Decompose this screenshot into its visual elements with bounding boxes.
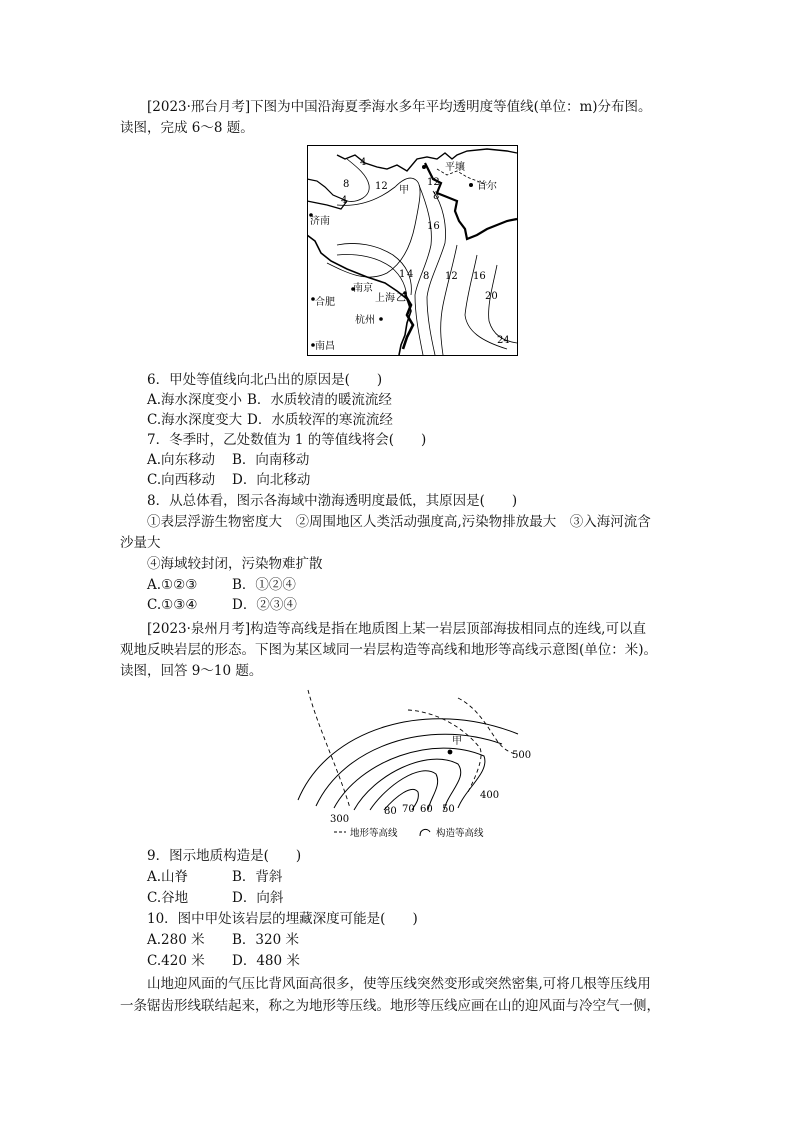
terrain-label: 300 <box>330 814 350 825</box>
option-a[interactable]: A.①②③ <box>147 577 198 593</box>
option-a[interactable]: A.280 米 <box>147 932 205 948</box>
option-b[interactable]: B．水质较清的暖流流经 <box>247 392 392 408</box>
legend-structure: 构造等高线 <box>436 828 484 839</box>
city-label: 上海 <box>375 293 395 304</box>
option-d[interactable]: D．向北移动 <box>232 472 311 488</box>
structure-contour-diagram <box>288 688 548 844</box>
option-d[interactable]: D．②③④ <box>232 597 297 613</box>
option-b[interactable]: B．320 米 <box>232 932 299 948</box>
marker-jia: 甲 <box>399 185 409 196</box>
intro-2-line-1: [2023·泉州月考]构造等高线是指在地质图上某一岩层顶部海拔相同点的连线,可以直 <box>147 621 646 637</box>
transparency-map <box>307 145 518 356</box>
point-jia: 甲 <box>452 736 462 747</box>
contour-label: 4 <box>407 269 414 280</box>
q7-options-row-1 <box>147 450 309 470</box>
option-b[interactable]: B．①②④ <box>232 577 296 593</box>
option-d[interactable]: D．水质较浑的寒流流经 <box>247 412 393 428</box>
intro-2-line-3: 读图，回答 9～10 题。 <box>120 663 263 679</box>
q7-options-row-2 <box>147 470 310 490</box>
city-label: 南京 <box>353 283 373 294</box>
contour-label: 16 <box>427 221 440 232</box>
q8-statement-line-1: ①表层浮游生物密度大 ②周围地区人类活动强度高,污染物排放最大 ③入海河流含 <box>147 514 651 530</box>
structure-label: 50 <box>442 804 455 815</box>
q6-stem: 6．甲处等值线向北凸出的原因是( ) <box>147 372 383 388</box>
contour-label: 20 <box>485 291 498 302</box>
option-b[interactable]: B．向南移动 <box>232 452 310 468</box>
contour-label: 4 <box>360 157 367 168</box>
city-label: 济南 <box>310 216 330 227</box>
q10-stem: 10．图中甲处该岩层的埋藏深度可能是( ) <box>147 911 418 927</box>
legend-solid-arc <box>420 829 430 836</box>
q8-stem: 8．从总体看，图示各海域中渤海透明度最低，其原因是( ) <box>147 493 518 509</box>
q6-options-row-2 <box>147 410 393 430</box>
city-label: 合肥 <box>315 297 335 308</box>
terrain-label: 500 <box>512 750 532 761</box>
city-label: 杭州 <box>355 315 375 326</box>
q8-options-row-1 <box>147 575 296 595</box>
legend-terrain: 地形等高线 <box>350 828 398 839</box>
q10-options-row-2 <box>147 951 300 971</box>
contour-label: 16 <box>473 271 486 282</box>
q6-options-row-1 <box>147 390 392 410</box>
contour-label: 8 <box>433 191 440 202</box>
option-b[interactable]: B．背斜 <box>232 869 283 885</box>
option-d[interactable]: D．向斜 <box>232 890 284 906</box>
contour-label: 12 <box>375 181 388 192</box>
intro-2-line-2: 观地反映岩层的形态。下图为某区域同一岩层构造等高线和地形等高线示意图(单位：米)。 <box>120 642 658 658</box>
intro-1-line-2: 读图，完成 6～8 题。 <box>120 120 254 136</box>
option-c[interactable]: C.①③④ <box>147 597 198 613</box>
q8-statement-line-3: ④海域较封闭，污染物难扩散 <box>147 556 323 572</box>
contour-label: 12 <box>427 177 440 188</box>
tail-line-1: 山地迎风面的气压比背风面高很多，使等压线突然变形或突然密集,可将几根等压线用 <box>147 976 651 992</box>
option-a[interactable]: A.山脊 <box>147 869 189 885</box>
q9-options-row-2 <box>147 888 283 908</box>
contour-label: 4 <box>341 195 348 206</box>
city-label: 平壤 <box>445 162 465 173</box>
q8-statement-line-2: 沙量大 <box>120 535 161 551</box>
option-c[interactable]: C.420 米 <box>147 953 205 969</box>
option-c[interactable]: C.谷地 <box>147 890 189 906</box>
structure-label: 80 <box>384 806 397 817</box>
terrain-label: 400 <box>480 790 500 801</box>
option-c[interactable]: C.向西移动 <box>147 472 216 488</box>
contour-label: 8 <box>343 179 350 190</box>
contour-label: 1 <box>399 269 406 280</box>
marker-yi: 乙 <box>396 293 406 304</box>
q8-options-row-2 <box>147 595 297 615</box>
contour-label: 24 <box>497 335 510 346</box>
contour-label: 12 <box>445 271 458 282</box>
option-a[interactable]: A.向东移动 <box>147 452 216 468</box>
q7-stem: 7．冬季时，乙处数值为 1 的等值线将会( ) <box>147 432 427 448</box>
tail-line-2: 一条锯齿形线联结起来，称之为地形等压线。地形等压线应画在山的迎风面与冷空气一侧， <box>120 998 660 1014</box>
option-d[interactable]: D．480 米 <box>232 953 300 969</box>
structure-label: 60 <box>420 804 433 815</box>
intro-1-line-1: [2023·邢台月考]下图为中国沿海夏季海水多年平均透明度等值线(单位：m)分布图。 <box>147 99 652 115</box>
option-c[interactable]: C.海水深度变大 <box>147 412 243 428</box>
q10-options-row-1 <box>147 930 299 950</box>
option-a[interactable]: A.海水深度变小 <box>147 392 243 408</box>
structure-label: 70 <box>402 804 415 815</box>
city-label: 首尔 <box>477 181 497 192</box>
contour-label: 8 <box>423 271 430 282</box>
q9-stem: 9．图示地质构造是( ) <box>147 848 302 864</box>
q9-options-row-1 <box>147 867 282 887</box>
city-label: 南昌 <box>315 341 335 352</box>
